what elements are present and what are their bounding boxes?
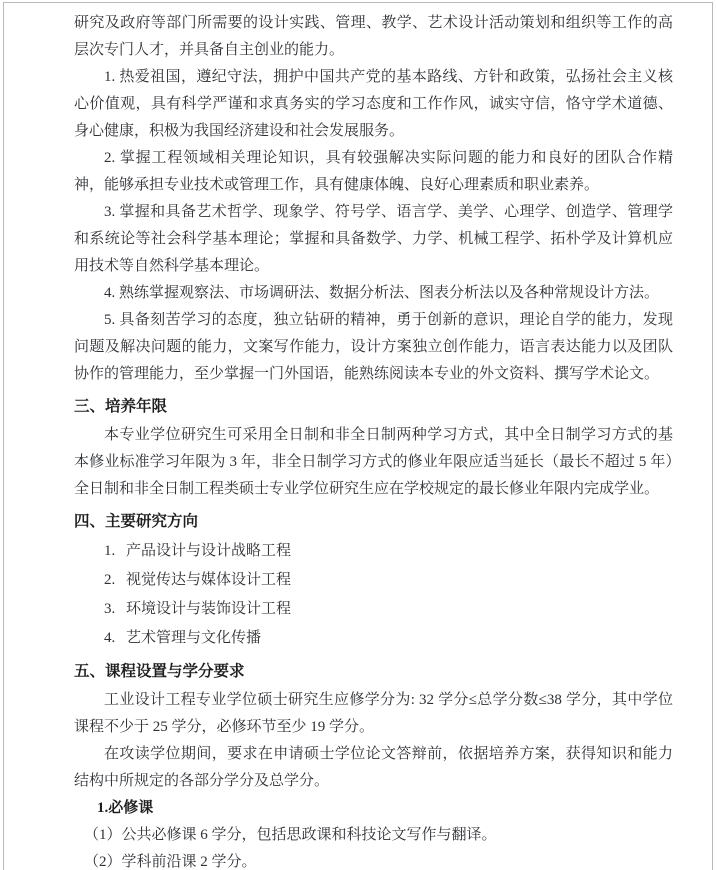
section-heading: 五、课程设置与学分要求 xyxy=(74,663,245,680)
list-item-label: 产品设计与设计战略工程 xyxy=(126,543,292,559)
paragraph: 1. 热爱祖国，遵纪守法，拥护中国共产党的基本路线、方针和政策，弘扬社会主义核心价值观，具有科学严谨和求真务实的学习态度和工作作风，诚实守信，恪守学术道德、身心健康，积极为我国经济建设和社会发展服务。 xyxy=(74,69,673,139)
list-item-number: 1. xyxy=(104,543,116,559)
paragraph-continuation: 研究及政府等部门所需要的设计实践、管理、教学、艺术设计活动策划和组织等工作的高层次专门人才，并具备自主创业的能力。 xyxy=(74,15,673,58)
sub-item: （2）学科前沿课 2 学分。 xyxy=(84,854,257,870)
research-direction-item xyxy=(74,624,673,653)
list-item-label: 视觉传达与媒体设计工程 xyxy=(126,572,292,588)
list-item-label: 环境设计与装饰设计工程 xyxy=(126,601,292,617)
paragraph: 3. 掌握和具备艺术哲学、现象学、符号学、语言学、美学、心理学、创造学、管理学和系统论等社会科学基本理论；掌握和具备数学、力学、机械工程学、拓朴学及计算机应用技术等自然科学基本理论。 xyxy=(74,204,673,274)
paragraph: 2. 掌握工程领域相关理论知识，具有较强解决实际问题的能力和良好的团队合作精神，能够承担专业技术或管理工作，具有健康体魄、良好心理素质和职业素养。 xyxy=(74,150,673,193)
sub-item: （1）公共必修课 6 学分，包括思政课和科技论文写作与翻译。 xyxy=(84,827,497,843)
section-heading: 四、主要研究方向 xyxy=(74,513,199,530)
section-heading: 三、培养年限 xyxy=(74,398,168,415)
list-item-number: 2. xyxy=(104,572,116,588)
sub-heading: 1.必修课 xyxy=(97,800,154,816)
research-direction-item xyxy=(74,566,673,595)
research-direction-item xyxy=(74,595,673,624)
list-item-label: 艺术管理与文化传播 xyxy=(126,630,262,646)
list-item-number: 3. xyxy=(104,601,116,617)
document-body xyxy=(74,10,673,870)
paragraph: 在攻读学位期间，要求在申请硕士学位论文答辩前，依据培养方案，获得知识和能力结构中所规定的各部分学分及总学分。 xyxy=(74,746,673,789)
paragraph: 本专业学位研究生可采用全日制和非全日制两种学习方式，其中全日制学习方式的基本修业标准学习年限为 3 年，非全日制学习方式的修业年限应适当延长（最长不超过 5 年）全日制和非全日制工程类硕士专业学位研究生应在学校规定的最长修业年限内完成学业。 xyxy=(74,427,673,497)
list-item-number: 4. xyxy=(104,630,116,646)
paragraph: 4. 熟练掌握观察法、市场调研法、数据分析法、图表分析法以及各种常规设计方法。 xyxy=(104,285,660,301)
paragraph: 5. 具备刻苦学习的态度，独立钻研的精神，勇于创新的意识，理论自学的能力，发现问题及解决问题的能力，文案写作能力，设计方案独立创作能力，语言表达能力以及团队协作的管理能力，至少掌握一门外国语，能熟练阅读本专业的外文资料、撰写学术论文。 xyxy=(74,312,673,382)
research-direction-item xyxy=(74,537,673,566)
paragraph: 工业设计工程专业学位硕士研究生应修学分为: 32 学分≤总学分数≤38 学分，其中学位课程不少于 25 学分，必修环节至少 19 学分。 xyxy=(74,692,673,735)
